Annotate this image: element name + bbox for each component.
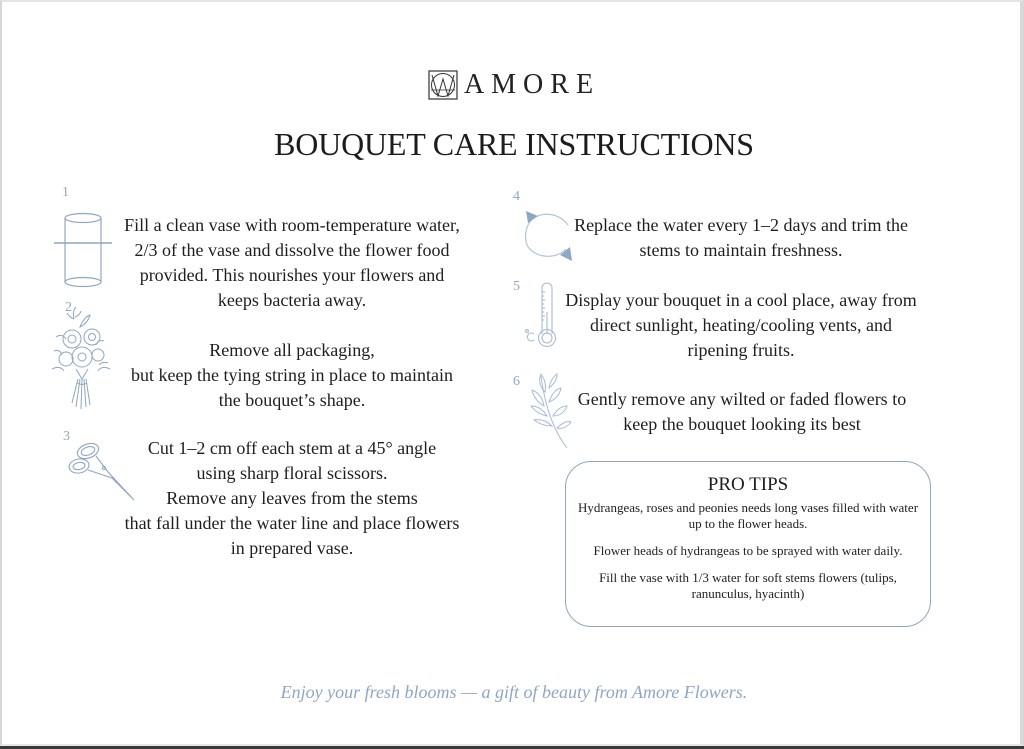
vase-icon — [54, 210, 112, 290]
step-6-text: Gently remove any wilted or faded flowers to keep the bouquet looking its best — [577, 389, 907, 434]
step-number-2: 2 — [65, 300, 72, 315]
pro-tips-box — [565, 461, 931, 627]
step-number-1: 1 — [62, 185, 69, 200]
brand-logo — [2, 70, 1024, 100]
pro-tip-item: Hydrangeas, roses and peonies needs long vases filled with water up to the flower heads. — [577, 500, 919, 531]
step-2-text: Remove all packaging, but keep the tying string in place to maintain the bouquet’s shape. — [131, 340, 453, 410]
pro-tip-item: Fill the vase with 1/3 water for soft stems flowers (tulips, ranunculus, hyacinth) — [599, 570, 897, 601]
pro-tips-title: PRO TIPS — [707, 474, 789, 495]
pro-tip-item: Flower heads of hydrangeas to be sprayed with water daily. — [593, 543, 903, 558]
monogram-square-icon — [428, 70, 458, 100]
page-title: BOUQUET CARE INSTRUCTIONS — [274, 126, 754, 162]
step-4-text: Replace the water every 1–2 days and trim the stems to maintain freshness. — [574, 215, 908, 260]
step-number-6: 6 — [513, 374, 520, 389]
step-number-3: 3 — [63, 429, 70, 444]
step-number-5: 5 — [513, 279, 520, 294]
brand-name: AMORE — [463, 69, 601, 100]
bouquet-icon — [50, 307, 112, 412]
step-5-text: Display your bouquet in a cool place, away from direct sunlight, heating/cooling vents, and ripening fruits. — [565, 290, 917, 360]
step-number-4: 4 — [513, 189, 520, 204]
step-3-text: Cut 1–2 cm off each stem at a 45° angle using sharp floral scissors. Remove any leaves from the stems that fall under the water line and place flowers in prepared vase. — [124, 438, 460, 558]
footer-tagline: Enjoy your fresh blooms — a gift of beauty from Amore Flowers. — [280, 682, 748, 702]
step-1-text: Fill a clean vase with room-temperature water, 2/3 of the vase and dissolve the flower food provided. This nourishes your flowers and keeps bacteria away. — [124, 215, 460, 310]
